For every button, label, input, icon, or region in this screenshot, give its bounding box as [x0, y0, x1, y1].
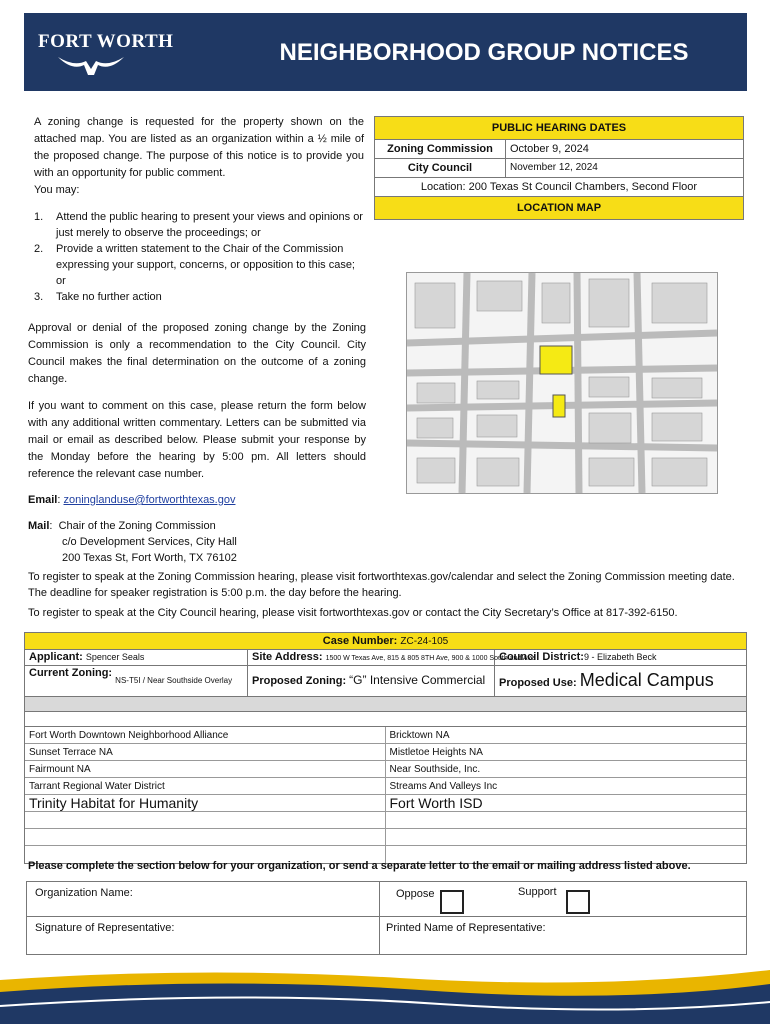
subject-property	[553, 395, 565, 417]
applicant-value: Spencer Seals	[85, 652, 145, 662]
oppose-label: Oppose	[396, 888, 435, 900]
zoning-commission-date: October 9, 2024	[510, 143, 589, 155]
list-item	[34, 241, 364, 289]
mail-line-3: 200 Texas St, Fort Worth, TX 76102	[62, 552, 237, 564]
hearing-dates-table	[374, 116, 744, 197]
hearing-location: Location: 200 Texas St Council Chambers, Second Floor	[420, 181, 698, 193]
council-district-label: Council District:	[499, 651, 584, 663]
list-item: Fort Worth Downtown Neighborhood Alliance	[25, 727, 386, 744]
email-label: Email	[28, 494, 58, 506]
council-district-value: 9 - Elizabeth Beck	[583, 652, 657, 662]
list-item	[386, 829, 747, 846]
organization-name-label: Organization Name:	[35, 887, 133, 899]
form-instructions: Please complete the section below for your organization, or send a separate letter to the email or mailing address listed above.	[28, 860, 691, 872]
form-right-column	[380, 882, 746, 954]
list-item: Streams And Valleys Inc	[386, 778, 747, 795]
gray-divider	[25, 697, 746, 712]
divider	[27, 916, 379, 917]
table-row	[25, 666, 746, 697]
table-row	[375, 140, 743, 159]
signature-label: Signature of Representative:	[35, 922, 175, 934]
mail-line-2: c/o Development Services, City Hall	[62, 536, 237, 548]
map-image	[407, 273, 717, 493]
approval-paragraph: Approval or denial of the proposed zoning change by the Zoning Commission is only a recommendation to the City Council. City Council makes the final determination on the outcome of a zoning change.	[28, 322, 366, 385]
email-link[interactable]: zoninglanduse@fortworthtexas.gov	[63, 494, 236, 506]
oppose-checkbox[interactable]	[440, 890, 464, 914]
response-form	[26, 881, 747, 955]
list-item	[386, 812, 747, 829]
proposed-use-label: Proposed Use:	[499, 677, 577, 689]
list-item: Mistletoe Heights NA	[386, 744, 747, 761]
list-item: Near Southside, Inc.	[386, 761, 747, 778]
step-text: Take no further action	[56, 291, 162, 303]
comment-paragraph: If you want to comment on this case, please return the form below with any additional written commentary. Letters can be submitted via mail or email as described below. Please submit your response by the Monday before the hearing by 5:00 pm. All letters should reference the relevant case number.	[28, 400, 366, 480]
logo-text: FORT WORTH	[38, 31, 174, 52]
divider	[380, 916, 746, 917]
footer-wave-graphic	[0, 962, 770, 1024]
step-text: Attend the public hearing to present your views and opinions or just merely to observe the proceedings; or	[56, 211, 363, 239]
current-zoning-value: NS-T5I / Near Southside Overlay	[115, 676, 233, 685]
table-row	[375, 159, 743, 178]
step-text: Provide a written statement to the Chair of the Commission expressing your support, concerns, or opposition to this case; or	[56, 243, 355, 287]
table-row	[25, 650, 746, 666]
list-item: Bricktown NA	[386, 727, 747, 744]
site-address-label: Site Address:	[252, 651, 323, 663]
proposed-zoning-label: Proposed Zoning:	[252, 675, 347, 687]
options-list	[34, 209, 364, 305]
support-checkbox[interactable]	[566, 890, 590, 914]
subject-property	[540, 346, 572, 374]
list-item: Sunset Terrace NA	[25, 744, 386, 761]
printed-name-label: Printed Name of Representative:	[386, 922, 546, 934]
list-item	[34, 289, 364, 305]
intro-block	[34, 114, 364, 199]
location-map-title: LOCATION MAP	[374, 196, 744, 220]
register-council-text: To register to speak at the City Council hearing, please visit fortworthtexas.gov or contact the City Secretary’s Office at 817-392-6150.	[28, 607, 678, 619]
longhorn-icon	[56, 51, 126, 77]
list-item: Fort Worth ISD	[386, 795, 747, 812]
header-banner	[24, 13, 747, 91]
list-item	[25, 829, 386, 846]
proposed-use-value: Medical Campus	[579, 670, 714, 690]
list-item	[25, 812, 386, 829]
list-item: Tarrant Regional Water District	[25, 778, 386, 795]
hearing-dates-title: PUBLIC HEARING DATES	[375, 117, 743, 140]
page-title: NEIGHBORHOOD GROUP NOTICES	[279, 39, 689, 66]
list-item: Trinity Habitat for Humanity	[25, 795, 386, 812]
zoning-commission-label: Zoning Commission	[375, 140, 506, 158]
city-council-date: November 12, 2024	[510, 162, 598, 173]
case-number-row	[25, 633, 746, 650]
proposed-zoning-value: “G” Intensive Commercial	[349, 673, 486, 687]
you-may-text: You may:	[34, 184, 80, 196]
applicant-label: Applicant:	[29, 651, 83, 663]
city-council-label: City Council	[375, 159, 506, 177]
blank-row	[25, 712, 746, 727]
register-zoning-text: To register to speak at the Zoning Commission hearing, please visit fortworthtexas.gov/calendar and select the Zoning Commission meeting date. The deadline for speaker registration is 5:00 p.m. the day before the hearing.	[28, 571, 735, 599]
location-map	[406, 272, 718, 494]
step-number: 3.	[34, 291, 44, 303]
organizations-list	[25, 727, 746, 863]
city-logo	[38, 31, 173, 77]
support-label: Support	[518, 886, 557, 898]
step-number: 1.	[34, 211, 44, 223]
form-left-column	[27, 882, 380, 954]
list-item: Fairmount NA	[25, 761, 386, 778]
list-item	[34, 209, 364, 241]
mail-label: Mail	[28, 520, 50, 532]
case-details-table	[24, 632, 747, 864]
mail-line-1: Chair of the Zoning Commission	[58, 520, 216, 532]
site-address-value: 1500 W Texas Ave, 815 & 805 8TH Ave, 900 & 1000 South and Ave	[325, 655, 535, 662]
intro-text: A zoning change is requested for the property shown on the attached map. You are listed as an organization within a ½ mile of the proposed change. The purpose of this notice is to provide you with an opportunity for public comment.	[34, 116, 364, 179]
current-zoning-label: Current Zoning:	[29, 667, 113, 679]
mail-block: Mail: Chair of the Zoning Commission c/o Development Services, City Hall 200 Texas St, Fort Worth, TX 76102	[28, 520, 237, 564]
step-number: 2.	[34, 243, 44, 255]
email-line: Email: zoninglanduse@fortworthtexas.gov	[28, 494, 236, 506]
case-number: ZC-24-105	[400, 636, 449, 647]
case-number-label: Case Number:	[322, 635, 398, 647]
